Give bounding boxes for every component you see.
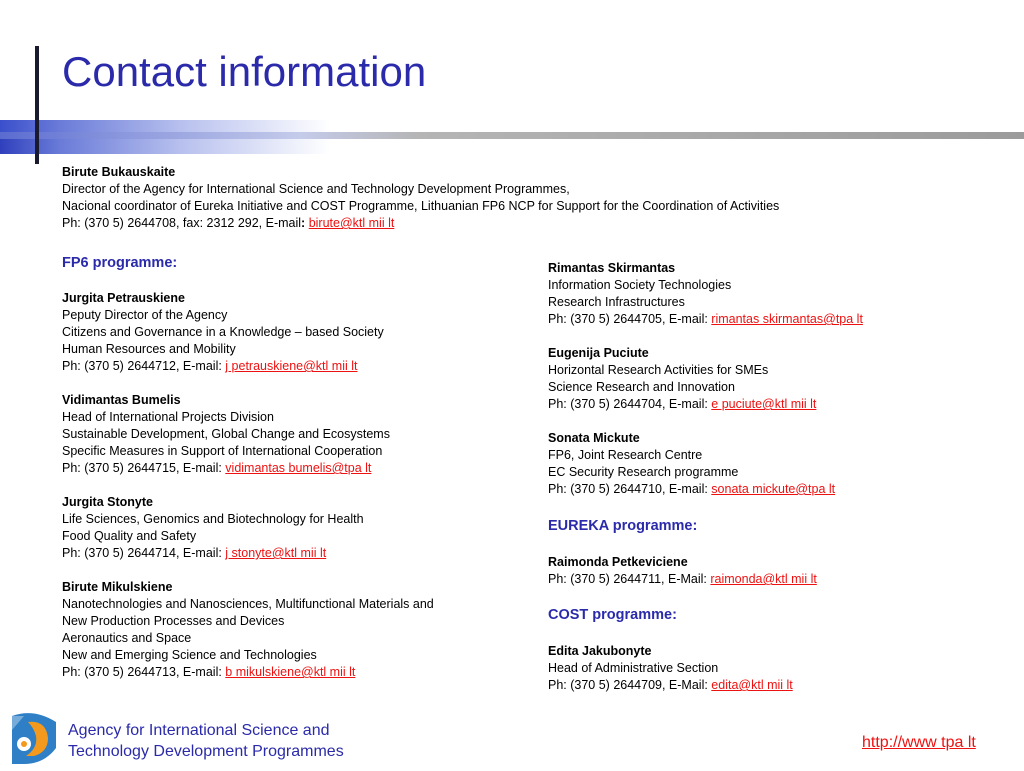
contact-phone-line (548, 571, 817, 588)
cost-heading: COST programme: (548, 607, 677, 623)
director-colon: : (301, 216, 306, 230)
contact-detail: New Production Processes and Devices (62, 614, 285, 628)
agency-logo-icon (4, 708, 60, 766)
contact-name: Rimantas Skirmantas (548, 261, 676, 275)
eureka-heading: EUREKA programme: (548, 518, 698, 534)
contact-detail: Horizontal Research Activities for SMEs (548, 363, 769, 377)
contact-detail: Specific Measures in Support of International Cooperation (62, 444, 383, 458)
contact-card (62, 579, 434, 681)
contact-email-link[interactable]: j petrauskiene@ktl mii lt (225, 359, 358, 373)
director-line-1: Director of the Agency for International Science and Technology Development Programmes, (62, 182, 570, 196)
contact-detail: Life Sciences, Genomics and Biotechnology for Health (62, 512, 364, 526)
contact-email-link[interactable]: vidimantas bumelis@tpa lt (225, 461, 372, 475)
contact-card (62, 392, 434, 477)
contact-phone: Ph: (370 5) 2644715, E-mail: (62, 461, 226, 475)
contact-card (548, 260, 863, 328)
contact-email-link[interactable]: sonata mickute@tpa lt (711, 482, 836, 496)
contact-phone-line (62, 358, 434, 375)
contact-email-link[interactable]: rimantas skirmantas@tpa lt (711, 312, 863, 326)
contact-name: Raimonda Petkeviciene (548, 555, 688, 569)
contact-name: Jurgita Petrauskiene (62, 291, 185, 305)
header-gradient-band-top (0, 120, 330, 132)
contact-card (62, 290, 434, 375)
contact-detail: Sustainable Development, Global Change and Ecosystems (62, 427, 390, 441)
contact-email-link[interactable]: b mikulskiene@ktl mii lt (225, 665, 356, 679)
contact-detail: FP6, Joint Research Centre (548, 448, 703, 462)
contact-name: Sonata Mickute (548, 431, 640, 445)
director-phone-line (62, 215, 779, 232)
contact-phone-line (62, 664, 434, 681)
contact-phone: Ph: (370 5) 2644712, E-mail: (62, 359, 226, 373)
contact-phone-line (548, 396, 863, 413)
director-line-2: Nacional coordinator of Eureka Initiative and COST Programme, Lithuanian FP6 NCP for Support for the Coordination of Activities (62, 199, 780, 213)
contact-detail: Nanotechnologies and Nanosciences, Multifunctional Materials and (62, 597, 434, 611)
page-title: Contact information (62, 48, 427, 95)
contact-email-link[interactable]: edita@ktl mii lt (711, 678, 793, 692)
contact-detail: Aeronautics and Space (62, 631, 192, 645)
contact-phone: Ph: (370 5) 2644713, E-mail: (62, 665, 226, 679)
contact-name: Eugenija Puciute (548, 346, 649, 360)
contact-detail: Food Quality and Safety (62, 529, 197, 543)
cost-contact (548, 643, 793, 694)
contact-phone-line (62, 545, 434, 562)
contact-name: Edita Jakubonyte (548, 644, 652, 658)
contact-email-link[interactable]: e puciute@ktl mii lt (711, 397, 817, 411)
contact-detail: EC Security Research programme (548, 465, 739, 479)
contact-detail: Peputy Director of the Agency (62, 308, 228, 322)
contact-phone: Ph: (370 5) 2644709, E-Mail: (548, 678, 712, 692)
director-phone: Ph: (370 5) 2644708, fax: 2312 292, E-mail (62, 216, 302, 230)
header-divider-line (0, 132, 1024, 139)
contact-detail: Research Infrastructures (548, 295, 685, 309)
contact-phone-line (548, 481, 863, 498)
contact-phone-line (548, 311, 863, 328)
contact-card (62, 494, 434, 562)
eureka-contact (548, 554, 817, 588)
contact-phone: Ph: (370 5) 2644714, E-mail: (62, 546, 226, 560)
contact-phone-line (62, 460, 434, 477)
contact-card (548, 430, 863, 498)
contact-card (548, 345, 863, 413)
agency-name-line-1: Agency for International Science and (68, 722, 330, 739)
contact-phone: Ph: (370 5) 2644704, E-mail: (548, 397, 712, 411)
director-contact (62, 164, 779, 232)
director-name: Birute Bukauskaite (62, 165, 176, 179)
contact-detail: Head of International Projects Division (62, 410, 274, 424)
contact-detail: New and Emerging Science and Technologies (62, 648, 317, 662)
contact-detail: Citizens and Governance in a Knowledge – based Society (62, 325, 384, 339)
agency-name (68, 720, 344, 762)
contact-email-link[interactable]: raimonda@ktl mii lt (710, 572, 817, 586)
header-gradient-band-bottom (0, 139, 330, 154)
contact-detail: Information Society Technologies (548, 278, 732, 292)
director-email-link[interactable]: birute@ktl mii lt (308, 216, 395, 230)
contact-email-link[interactable]: j stonyte@ktl mii lt (225, 546, 327, 560)
fp6-heading: FP6 programme: (62, 255, 178, 271)
contact-phone: Ph: (370 5) 2644711, E-Mail: (548, 572, 711, 586)
contact-name: Birute Mikulskiene (62, 580, 173, 594)
fp6-contact-list (62, 290, 434, 681)
contact-name: Jurgita Stonyte (62, 495, 153, 509)
contact-name: Vidimantas Bumelis (62, 393, 181, 407)
contact-detail: Human Resources and Mobility (62, 342, 236, 356)
contact-phone: Ph: (370 5) 2644705, E-mail: (548, 312, 712, 326)
contact-phone: Ph: (370 5) 2644710, E-mail: (548, 482, 712, 496)
contact-detail: Science Research and Innovation (548, 380, 735, 394)
header-vertical-bar (35, 46, 39, 164)
right-contact-list (548, 260, 863, 498)
website-link[interactable]: http://www tpa lt (862, 734, 976, 751)
agency-name-line-2: Technology Development Programmes (68, 743, 344, 760)
contact-phone-line (548, 677, 793, 694)
contact-detail: Head of Administrative Section (548, 661, 719, 675)
